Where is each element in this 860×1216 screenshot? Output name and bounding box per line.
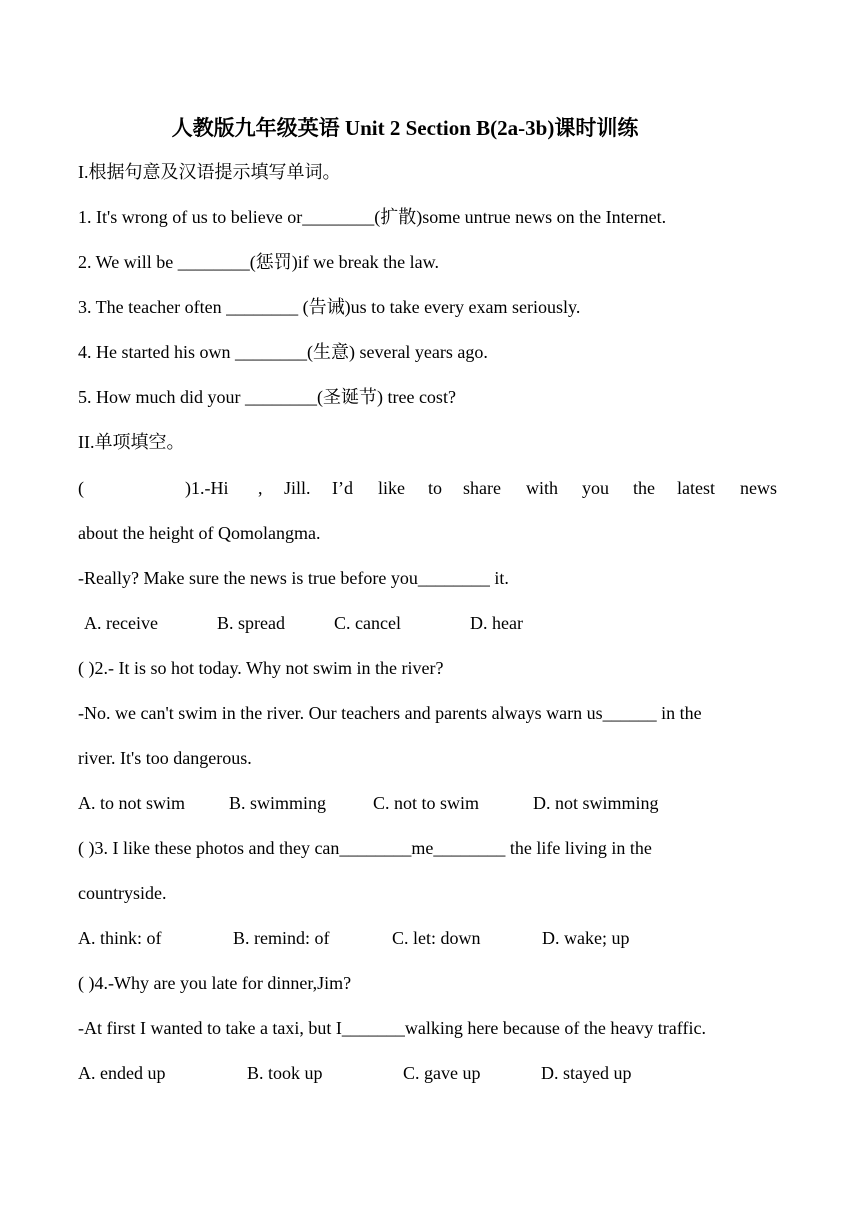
q4-option-a: A. ended up <box>78 1063 166 1083</box>
section1-heading: I.根据句意及汉语提示填写单词。 <box>78 162 341 182</box>
fill-item-4: 4. He started his own ________(生意) several years ago. <box>78 342 488 362</box>
q3-option-a: A. think: of <box>78 928 162 948</box>
question-1-line-2: about the height of Qomolangma. <box>78 523 321 543</box>
question-1-line-3: -Really? Make sure the news is true before you________ it. <box>78 568 509 588</box>
q1-word: to <box>428 478 443 498</box>
question-3-line-2: countryside. <box>78 883 167 903</box>
question-2-line-1: ( )2.- It is so hot today. Why not swim in the river? <box>78 658 444 678</box>
q2-option-c: C. not to swim <box>373 793 480 813</box>
q1-word: share <box>463 478 501 498</box>
q1-word: , <box>258 478 263 498</box>
q1-word: latest <box>677 478 715 498</box>
q1-word: ( <box>78 478 84 498</box>
q1-word: you <box>582 478 609 498</box>
q1-word: Jill. <box>284 478 311 498</box>
question-2-line-2: -No. we can't swim in the river. Our teachers and parents always warn us______ in the <box>78 703 702 723</box>
q4-option-d: D. stayed up <box>541 1063 632 1083</box>
q2-option-d: D. not swimming <box>533 793 659 813</box>
q3-option-d: D. wake; up <box>542 928 630 948</box>
q2-option-a: A. to not swim <box>78 793 186 813</box>
q1-word: the <box>633 478 655 498</box>
question-4-line-1: ( )4.-Why are you late for dinner,Jim? <box>78 973 352 993</box>
q3-option-c: C. let: down <box>392 928 481 948</box>
page-title: 人教版九年级英语 Unit 2 Section B(2a-3b)课时训练 <box>171 116 639 140</box>
q1-word: I’d <box>332 478 353 498</box>
question-4-line-2: -At first I wanted to take a taxi, but I_______walking here because of the heavy traffic. <box>78 1018 706 1038</box>
q1-option-a: A. receive <box>84 613 158 633</box>
q1-option-b: B. spread <box>217 613 285 633</box>
q1-word: with <box>526 478 559 498</box>
question-2-line-3: river. It's too dangerous. <box>78 748 252 768</box>
question-3-line-1: ( )3. I like these photos and they can________me________ the life living in the <box>78 838 652 858</box>
q1-word: like <box>378 478 405 498</box>
q1-option-c: C. cancel <box>334 613 401 633</box>
q3-option-b: B. remind: of <box>233 928 330 948</box>
q2-option-b: B. swimming <box>229 793 327 813</box>
section2-heading: II.单项填空。 <box>78 432 185 452</box>
q1-word: news <box>740 478 777 498</box>
q4-option-b: B. took up <box>247 1063 323 1083</box>
fill-item-1: 1. It's wrong of us to believe or________(扩散)some untrue news on the Internet. <box>78 207 667 227</box>
q1-word: )1.-Hi <box>185 478 229 498</box>
q4-option-c: C. gave up <box>403 1063 481 1083</box>
fill-item-5: 5. How much did your ________(圣诞节) tree cost? <box>78 387 456 407</box>
q1-option-d: D. hear <box>470 613 523 633</box>
fill-item-3: 3. The teacher often ________ (告诫)us to take every exam seriously. <box>78 297 581 317</box>
fill-item-2: 2. We will be ________(惩罚)if we break the law. <box>78 252 439 272</box>
